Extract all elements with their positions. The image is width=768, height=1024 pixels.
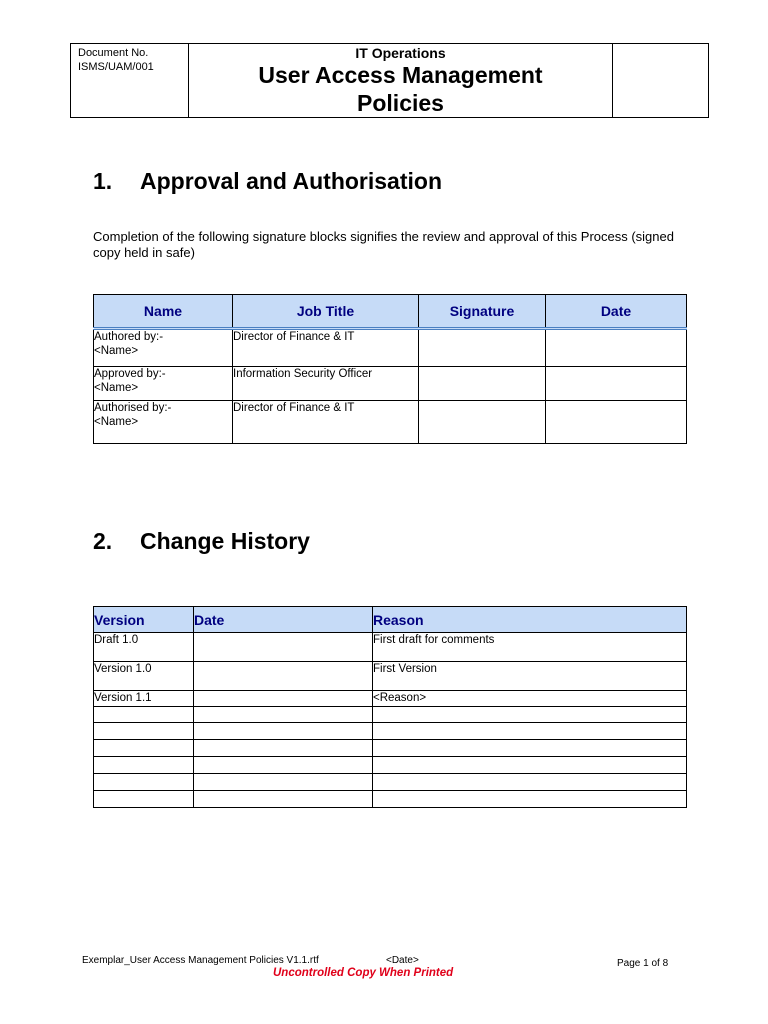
date-cell <box>194 707 373 723</box>
reason-cell: <Reason> <box>373 691 687 707</box>
version-cell <box>94 707 194 723</box>
signature-cell <box>419 367 546 401</box>
header-empty-cell <box>613 44 709 118</box>
page-number: Page 1 of 8 <box>617 958 669 969</box>
signature-cell <box>419 401 546 444</box>
approval-intro-text: Completion of the following signature blocks signifies the review and approval of this Process (signed copy held in safe) <box>93 229 674 260</box>
approval-table <box>93 294 687 444</box>
role-label: Authorised by:- <box>94 402 172 414</box>
version-cell <box>94 723 194 740</box>
column-header-date: Date <box>194 607 373 633</box>
reason-cell <box>373 740 687 757</box>
reason-cell <box>373 707 687 723</box>
version-cell: Draft 1.0 <box>94 633 194 662</box>
table-row <box>94 662 687 691</box>
version-cell: Version 1.1 <box>94 691 194 707</box>
document-number-cell <box>71 44 189 118</box>
reason-cell <box>373 757 687 774</box>
title-cell <box>189 44 613 118</box>
date-cell <box>194 757 373 774</box>
signature-cell <box>419 329 546 367</box>
version-cell <box>94 757 194 774</box>
table-row <box>94 791 687 808</box>
reason-cell <box>373 791 687 808</box>
column-header-version: Version <box>94 607 194 633</box>
document-title-line-1: User Access Management <box>258 62 543 88</box>
date-cell <box>194 633 373 662</box>
section-1-title: Approval and Authorisation <box>140 168 442 194</box>
section-1-number: 1. <box>93 168 113 194</box>
column-header-job-title: Job Title <box>233 295 419 329</box>
approval-table-header <box>94 295 687 329</box>
organisation-name: IT Operations <box>355 45 446 61</box>
date-cell <box>546 329 687 367</box>
column-header-reason: Reason <box>373 607 687 633</box>
section-1-heading <box>93 168 442 195</box>
uncontrolled-copy-warning: Uncontrolled Copy When Printed <box>273 967 454 979</box>
job-title-cell: Director of Finance & IT <box>233 401 419 444</box>
section-2-title: Change History <box>140 528 310 554</box>
date-cell <box>546 401 687 444</box>
job-title-cell: Information Security Officer <box>233 367 419 401</box>
reason-cell: First draft for comments <box>373 633 687 662</box>
column-header-signature: Signature <box>419 295 546 329</box>
reason-cell: First Version <box>373 662 687 691</box>
person-name: <Name> <box>94 382 139 394</box>
table-row <box>94 757 687 774</box>
document-title-line-2: Policies <box>357 90 444 116</box>
date-cell <box>194 691 373 707</box>
column-header-date: Date <box>546 295 687 329</box>
name-cell <box>94 367 233 401</box>
section-2-number: 2. <box>93 528 113 554</box>
table-row <box>94 401 687 444</box>
change-history-header <box>94 607 687 633</box>
footer-date: <Date> <box>386 955 419 966</box>
date-cell <box>194 774 373 791</box>
section-2-heading <box>93 528 310 555</box>
version-cell <box>94 740 194 757</box>
reason-cell <box>373 774 687 791</box>
table-row <box>94 633 687 662</box>
date-cell <box>194 740 373 757</box>
name-cell <box>94 401 233 444</box>
document-number-label: Document No. <box>78 47 149 59</box>
change-history-table <box>93 606 687 808</box>
table-row <box>94 367 687 401</box>
reason-cell <box>373 723 687 740</box>
date-cell <box>194 723 373 740</box>
person-name: <Name> <box>94 345 139 357</box>
role-label: Authored by:- <box>94 331 164 343</box>
table-row <box>94 774 687 791</box>
person-name: <Name> <box>94 416 139 428</box>
date-cell <box>546 367 687 401</box>
table-row <box>94 329 687 367</box>
document-header <box>70 43 709 118</box>
table-row <box>94 723 687 740</box>
name-cell <box>94 329 233 367</box>
footer-filename: Exemplar_User Access Management Policies V1.1.rtf <box>82 955 319 966</box>
version-cell <box>94 774 194 791</box>
role-label: Approved by:- <box>94 368 166 380</box>
table-row <box>94 740 687 757</box>
version-cell <box>94 791 194 808</box>
job-title-cell: Director of Finance & IT <box>233 329 419 367</box>
date-cell <box>194 791 373 808</box>
version-cell: Version 1.0 <box>94 662 194 691</box>
table-row <box>94 707 687 723</box>
table-row <box>94 691 687 707</box>
date-cell <box>194 662 373 691</box>
document-number-value: ISMS/UAM/001 <box>78 61 154 73</box>
column-header-name: Name <box>94 295 233 329</box>
